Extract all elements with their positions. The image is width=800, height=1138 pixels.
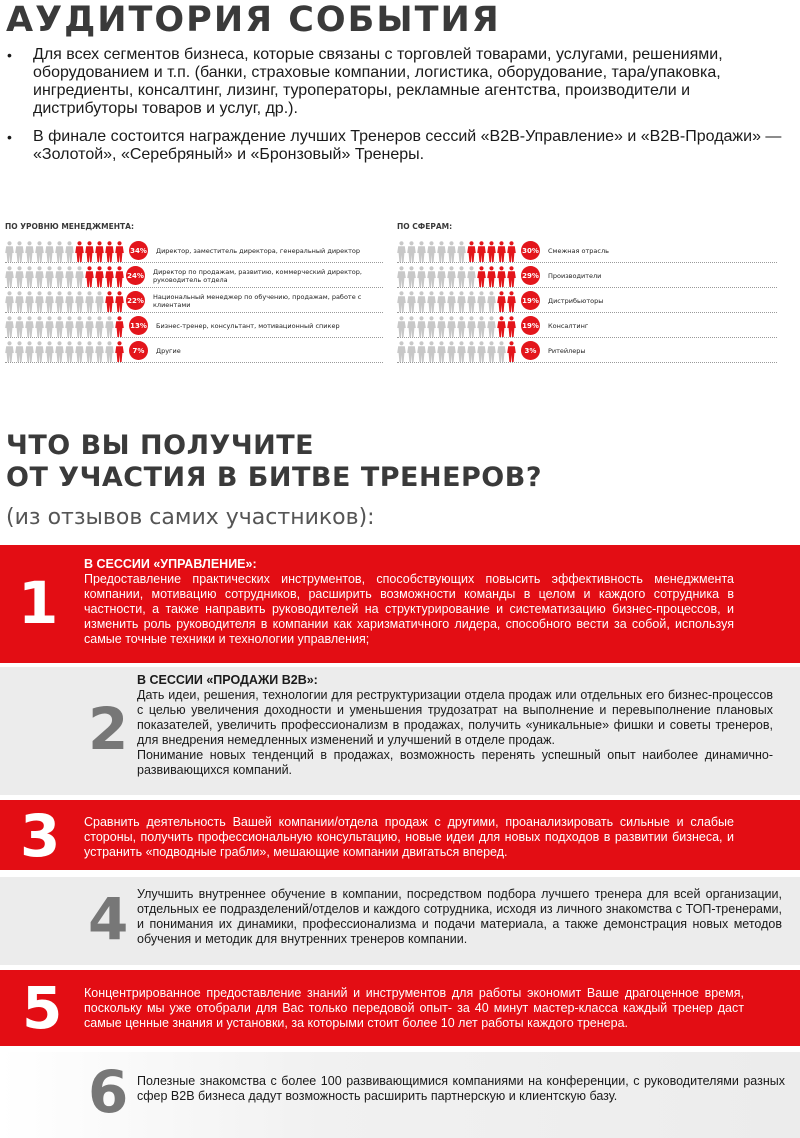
demographic-row <box>397 239 777 263</box>
demographic-row <box>5 239 383 263</box>
person-icon <box>95 266 104 287</box>
person-icon <box>487 241 496 262</box>
people-icons <box>5 290 124 312</box>
people-icons <box>5 265 124 287</box>
sphere-title: ПО СФЕРАМ: <box>397 222 453 231</box>
person-icon <box>65 341 74 362</box>
person-icon <box>497 266 506 287</box>
percent-badge: 19% <box>521 291 540 310</box>
demographic-label: Ритейлеры <box>548 346 586 355</box>
person-icon <box>457 266 466 287</box>
person-icon <box>437 266 446 287</box>
person-icon <box>85 291 94 312</box>
person-icon <box>105 266 114 287</box>
person-icon <box>25 241 34 262</box>
benefits-subtitle: (из отзывов самих участников): <box>6 505 375 530</box>
benefit-number: 3 <box>20 802 61 870</box>
demographic-row <box>397 314 777 338</box>
management-title: ПО УРОВНЮ МЕНЕДЖМЕНТА: <box>5 222 134 231</box>
demographic-label: Бизнес-тренер, консультант, мотивационный спикер <box>156 321 340 330</box>
person-icon <box>437 341 446 362</box>
person-icon <box>45 316 54 337</box>
person-icon <box>497 316 506 337</box>
person-icon <box>35 241 44 262</box>
benefit-body: Концентрированное предоставление знаний и инструментов для работы экономит Ваше драгоценное время, поскольку мы уже отобрали для Вас только передовой опыт- за 40 минут мастер-класса каждый тренер даст самые ценные знания и установки, за которыми стоит более 10 лет работы каждого тренера. <box>84 986 744 1030</box>
benefit-body: Полезные знакомства с более 100 развивающимися компаниями на конференции, с руководителями разных сфер B2B бизнеса дадут возможность расширить партнерскую и клиентскую базу. <box>137 1074 785 1103</box>
person-icon <box>95 341 104 362</box>
person-icon <box>85 241 94 262</box>
benefit-number: 1 <box>18 569 59 637</box>
person-icon <box>5 291 14 312</box>
benefit-text <box>137 673 773 778</box>
person-icon <box>55 291 64 312</box>
person-icon <box>397 291 406 312</box>
benefit-text <box>137 1074 785 1104</box>
benefit-number: 5 <box>22 974 63 1042</box>
benefit-heading: В СЕССИИ «УПРАВЛЕНИЕ»: <box>84 557 257 571</box>
person-icon <box>95 291 104 312</box>
person-icon <box>487 291 496 312</box>
percent-badge: 30% <box>521 241 540 260</box>
benefit-body-extra: Понимание новых тенденций в продажах, возможность перенять успешный опыт наиболее динамично-развивающихся компаний. <box>137 748 773 777</box>
benefit-heading: В СЕССИИ «ПРОДАЖИ B2B»: <box>137 673 318 687</box>
person-icon <box>75 316 84 337</box>
person-icon <box>105 291 114 312</box>
people-icons <box>5 240 127 262</box>
percent-badge: 24% <box>126 266 145 285</box>
demographic-label: Консалтинг <box>548 321 589 330</box>
person-icon <box>407 241 416 262</box>
person-icon <box>5 266 14 287</box>
person-icon <box>75 291 84 312</box>
demographic-row <box>5 339 383 363</box>
person-icon <box>15 316 24 337</box>
person-icon <box>25 266 34 287</box>
people-icons <box>5 340 127 362</box>
person-icon <box>487 266 496 287</box>
person-icon <box>457 241 466 262</box>
demographic-label: Директор по продажам, развитию, коммерческий директор, руководитель отдела <box>153 267 362 284</box>
percent-badge: 29% <box>521 266 540 285</box>
person-icon <box>5 341 14 362</box>
person-icon <box>497 341 506 362</box>
person-icon <box>15 266 24 287</box>
person-icon <box>115 341 124 362</box>
person-icon <box>487 316 496 337</box>
person-icon <box>105 316 114 337</box>
person-icon <box>45 341 54 362</box>
person-icon <box>497 241 506 262</box>
benefit-text <box>84 986 744 1031</box>
person-icon <box>5 316 14 337</box>
person-icon <box>437 291 446 312</box>
person-icon <box>507 266 516 287</box>
people-icons <box>397 240 519 262</box>
person-icon <box>427 341 436 362</box>
person-icon <box>115 291 124 312</box>
person-icon <box>55 316 64 337</box>
person-icon <box>427 241 436 262</box>
person-icon <box>115 266 124 287</box>
person-icon <box>55 266 64 287</box>
person-icon <box>55 241 64 262</box>
benefit-4 <box>0 877 800 965</box>
benefit-body: Улучшить внутреннее обучение в компании, посредством подбора лучшего тренера для всей организации, отдельных ее подразделений/отделов и каждого сотрудника, исходя из личного знакомства с ТОП-тренерами, и понимания их динамики, профессионализма и подачи материала, а также демонстрация новых методов обучения и методик для внутренних тренеров компании. <box>137 887 782 946</box>
person-icon <box>417 266 426 287</box>
demographic-row <box>397 339 777 363</box>
person-icon <box>35 266 44 287</box>
benefit-number: 6 <box>88 1058 129 1126</box>
person-icon <box>95 316 104 337</box>
person-icon <box>15 241 24 262</box>
person-icon <box>507 341 516 362</box>
demographic-label: Директор, заместитель директора, генеральный директор <box>156 246 361 255</box>
management-demographics <box>5 222 383 364</box>
person-icon <box>25 316 34 337</box>
person-icon <box>417 341 426 362</box>
person-icon <box>35 291 44 312</box>
person-icon <box>407 291 416 312</box>
person-icon <box>487 341 496 362</box>
people-icons <box>397 315 519 337</box>
benefit-body: Дать идеи, решения, технологии для реструктуризации отдела продаж или отдельных его бизнес-процессов с целью увеличения доходности и уменьшения трудозатрат на выполнение и перевыполнение плановых показателей, увеличить профессионализм в продажах, получить «уникальные» фишки и советы тренеров, для внедрения немедленных изменений и улучшений в отделе продаж. <box>137 688 773 747</box>
person-icon <box>477 341 486 362</box>
person-icon <box>105 341 114 362</box>
benefit-text <box>84 557 734 647</box>
person-icon <box>467 241 476 262</box>
person-icon <box>447 291 456 312</box>
audience-title: АУДИТОРИЯ СОБЫТИЯ <box>6 0 501 40</box>
person-icon <box>467 266 476 287</box>
people-icons <box>397 265 519 287</box>
benefit-body: Сравнить деятельность Вашей компании/отдела продаж с другими, проанализировать сильные и слабые стороны, получить профессиональную консультацию, новые идеи для новых подходов в развитии бизнеса, и устранить «подводные грабли», мешающие компании двигаться вперед. <box>84 815 734 859</box>
demographic-row <box>397 264 777 288</box>
person-icon <box>105 241 114 262</box>
person-icon <box>35 316 44 337</box>
percent-badge: 7% <box>129 341 148 360</box>
person-icon <box>457 341 466 362</box>
person-icon <box>447 316 456 337</box>
person-icon <box>437 316 446 337</box>
benefit-5 <box>0 970 800 1046</box>
demographic-row <box>5 289 383 313</box>
person-icon <box>507 291 516 312</box>
person-icon <box>457 291 466 312</box>
person-icon <box>65 266 74 287</box>
person-icon <box>95 241 104 262</box>
person-icon <box>427 291 436 312</box>
person-icon <box>417 291 426 312</box>
demographic-row <box>5 314 383 338</box>
person-icon <box>25 291 34 312</box>
bullet-item: • В финале состоится награждение лучших Тренеров сессий «B2B-Управление» и «B2B-Продажи» — «Золотой», «Серебряный» и «Бронзовый» Тренеры. <box>0 128 790 164</box>
percent-badge: 13% <box>129 316 148 335</box>
person-icon <box>447 241 456 262</box>
person-icon <box>35 341 44 362</box>
person-icon <box>85 266 94 287</box>
person-icon <box>25 341 34 362</box>
person-icon <box>477 291 486 312</box>
sphere-demographics <box>397 222 777 364</box>
person-icon <box>427 266 436 287</box>
person-icon <box>115 316 124 337</box>
person-icon <box>397 266 406 287</box>
person-icon <box>457 316 466 337</box>
person-icon <box>407 266 416 287</box>
benefit-3 <box>0 800 800 870</box>
person-icon <box>477 316 486 337</box>
person-icon <box>15 341 24 362</box>
person-icon <box>65 241 74 262</box>
person-icon <box>407 316 416 337</box>
demographic-label: Смежная отрасль <box>548 246 609 255</box>
benefit-body: Предоставление практических инструментов, способствующих повысить эффективность менеджмента компании, мотивацию сотрудников, расширить возможности команды в целом и каждого сотрудника в частности, а также направить руководителей на структурирование и систематизацию бизнес-процессов, и изменить роль руководителя в компании как харизматичного лидера, способного вести за собой, используя самые точные техники и технологии управления; <box>84 572 734 646</box>
person-icon <box>417 316 426 337</box>
person-icon <box>467 341 476 362</box>
demographic-label: Национальный менеджер по обучению, продажам, работе с клиентами <box>153 292 362 309</box>
person-icon <box>85 316 94 337</box>
person-icon <box>45 266 54 287</box>
person-icon <box>477 266 486 287</box>
benefit-1 <box>0 545 800 663</box>
person-icon <box>65 316 74 337</box>
person-icon <box>75 266 84 287</box>
demographic-label: Производители <box>548 271 602 280</box>
percent-badge: 19% <box>521 316 540 335</box>
person-icon <box>45 241 54 262</box>
person-icon <box>45 291 54 312</box>
people-icons <box>5 315 127 337</box>
person-icon <box>115 241 124 262</box>
benefit-6 <box>0 1052 800 1138</box>
person-icon <box>397 316 406 337</box>
demographic-label: Дистрибьюторы <box>548 296 604 305</box>
benefit-number: 2 <box>88 695 129 763</box>
person-icon <box>65 291 74 312</box>
person-icon <box>5 241 14 262</box>
person-icon <box>447 266 456 287</box>
person-icon <box>397 341 406 362</box>
person-icon <box>417 241 426 262</box>
person-icon <box>447 341 456 362</box>
person-icon <box>437 241 446 262</box>
person-icon <box>497 291 506 312</box>
percent-badge: 3% <box>521 341 540 360</box>
benefit-2 <box>0 667 800 795</box>
person-icon <box>407 341 416 362</box>
person-icon <box>467 316 476 337</box>
demographic-row <box>397 289 777 313</box>
person-icon <box>477 241 486 262</box>
demographic-label: Другие <box>156 346 181 355</box>
percent-badge: 34% <box>129 241 148 260</box>
person-icon <box>15 291 24 312</box>
person-icon <box>55 341 64 362</box>
person-icon <box>75 241 84 262</box>
demographic-row <box>5 264 383 288</box>
people-icons <box>397 340 519 362</box>
benefit-text <box>137 887 782 947</box>
person-icon <box>85 341 94 362</box>
benefit-number: 4 <box>88 885 129 953</box>
benefits-title-line1: ЧТО ВЫ ПОЛУЧИТЕ <box>6 430 315 461</box>
person-icon <box>507 241 516 262</box>
audience-bullets <box>0 46 790 172</box>
person-icon <box>507 316 516 337</box>
benefits-title <box>6 430 542 494</box>
person-icon <box>75 341 84 362</box>
people-icons <box>397 290 519 312</box>
benefits-title-line2: ОТ УЧАСТИЯ В БИТВЕ ТРЕНЕРОВ? <box>6 462 542 493</box>
person-icon <box>397 241 406 262</box>
person-icon <box>467 291 476 312</box>
person-icon <box>427 316 436 337</box>
bullet-item: • Для всех сегментов бизнеса, которые связаны с торговлей товарами, услугами, решениями, оборудованием и т.п. (банки, страховые компании, логистика, оборудование, тара/упаковка, ингредиенты, консалтинг, лизинг, туроператоры, рекламные агентства, производители и дистрибуторы товаров и услуг, др.). <box>0 46 790 118</box>
percent-badge: 22% <box>126 291 145 310</box>
benefit-text <box>84 815 734 860</box>
